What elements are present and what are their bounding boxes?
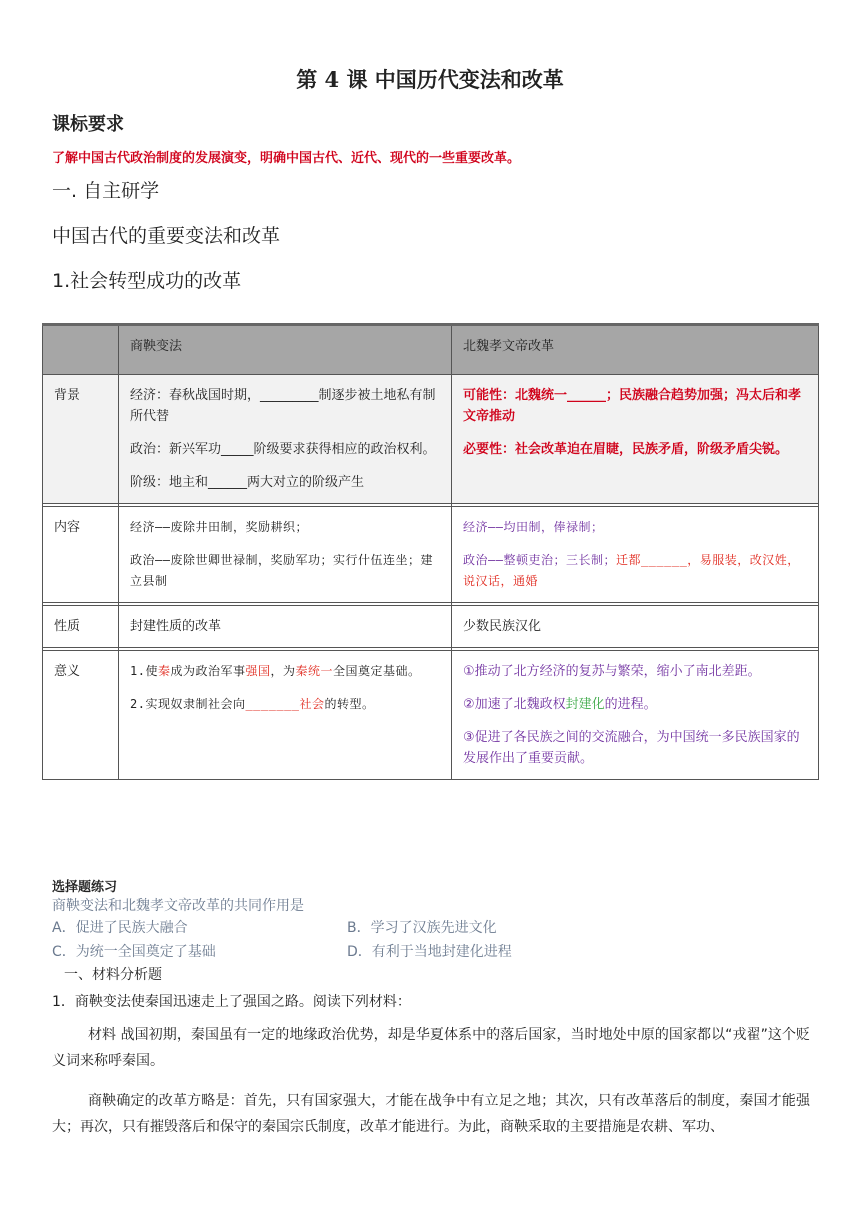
cell-text: 经济——废除井田制，奖励耕织； (130, 520, 308, 534)
text-run: 的进程。 (604, 697, 657, 712)
standard-text: 了解中国古代政治制度的发展演变，明确中国古代、近代、现代的一些重要改革。 (52, 151, 521, 166)
header-cell: 商鞅变法 (119, 325, 452, 375)
shang-background-cell (119, 375, 452, 504)
cell-text: 阶级：地主和______两大对立的阶级产生 (130, 475, 365, 490)
text-run: 秦 (157, 664, 171, 678)
row-label: 意义 (43, 651, 119, 780)
text-run: ，为 (270, 664, 296, 678)
section-heading: 1.社会转型成功的改革 (52, 270, 242, 292)
option-a[interactable]: A．促进了民族大融合 (52, 920, 188, 936)
lesson-title: 第 4 课 中国历代变法和改革 (296, 67, 564, 92)
cell-text: 政治：新兴军功_____阶级要求获得相应的政治权利。 (130, 442, 436, 457)
text-run: 社会 (299, 697, 325, 711)
cell-text (463, 694, 807, 715)
text-run: 2.实现奴隶制社会向 (130, 697, 246, 711)
shang-content-cell (119, 507, 452, 603)
wei-content-cell (452, 507, 819, 603)
text-run: _______ (245, 697, 300, 711)
cell-text (463, 550, 807, 592)
cell-text: 可能性：北魏统一______；民族融合趋势加强；冯太后和孝文帝推动 (463, 388, 802, 424)
cell-text: 政治——废除世卿世禄制，奖励军功；实行什伍连坐；建立县制 (130, 553, 433, 588)
question-1: 1．商鞅变法使秦国迅速走上了强国之路。阅读下列材料： (52, 994, 411, 1010)
option-b[interactable]: B．学习了汉族先进文化 (347, 920, 497, 936)
wei-significance-cell (452, 651, 819, 780)
standard-heading: 课标要求 (52, 114, 124, 135)
table-row (43, 606, 819, 648)
material-section-title: 一、材料分析题 (64, 967, 162, 983)
question-stem: 商鞅变法和北魏孝文帝改革的共同作用是 (52, 898, 304, 914)
option-d[interactable]: D．有利于当地封建化进程 (347, 944, 512, 960)
header-cell: 北魏孝文帝改革 (452, 325, 819, 375)
text-run: 成为政治军事 (170, 664, 246, 678)
table-row (43, 651, 819, 780)
row-label: 背景 (43, 375, 119, 504)
cell-text (130, 694, 440, 715)
cell-text: 少数民族汉化 (452, 606, 819, 648)
text-run: 封建化 (565, 697, 605, 712)
table-row (43, 375, 819, 504)
cell-text: ①推动了北方经济的复苏与繁荣，缩小了南北差距。 (463, 664, 761, 679)
text-run: 的转型。 (324, 697, 375, 711)
cell-text (463, 385, 807, 427)
cell-text: 政治——整顿吏治；三长制； (463, 553, 616, 567)
wei-background-cell (452, 375, 819, 504)
reform-comparison-table (42, 323, 819, 780)
material-paragraph: 商鞅确定的改革方略是：首先，只有国家强大，才能在战争中有立足之地；其次，只有改革落后的制度，秦国才能强大；再次，只有摧毁落后和保守的秦国宗氏制度，改革才能进行。为此，商鞅采取的主要措施是农耕、军功、 (52, 1093, 810, 1135)
text-run: 强国 (245, 664, 271, 678)
row-label: 性质 (43, 606, 119, 648)
cell-text: 迁都______，易服装，改汉姓，说汉话，通婚 (463, 553, 800, 588)
cell-text (130, 661, 440, 682)
material-paragraph: 材料 战国初期，秦国虽有一定的地缘政治优势，却是华夏体系中的落后国家，当时地处中原的国家都以“戎翟”这个贬义词来称呼秦国。 (52, 1027, 810, 1069)
row-label: 内容 (43, 507, 119, 603)
text-run: 全国奠定基础。 (333, 664, 421, 678)
cell-text: 经济：春秋战国时期，_________制逐步被土地私有制所代替 (130, 388, 436, 424)
header-cell (43, 325, 119, 375)
section-heading: 中国古代的重要变法和改革 (52, 225, 281, 247)
cell-text: ③促进了各民族之间的交流融合，为中国统一多民族国家的发展作出了重要贡献。 (463, 730, 800, 766)
table-row (43, 507, 819, 603)
text-run: 1.使 (130, 664, 158, 678)
practice-title: 选择题练习 (52, 880, 118, 895)
shang-significance-cell (119, 651, 452, 780)
text-run: ②加速了北魏政权 (463, 697, 566, 712)
table-header-row (43, 325, 819, 375)
text-run: 秦统一 (295, 664, 334, 678)
cell-text: 封建性质的改革 (119, 606, 452, 648)
cell-text: 必要性：社会改革迫在眉睫，民族矛盾，阶级矛盾尖锐。 (463, 442, 789, 457)
section-heading: 一. 自主研学 (52, 180, 160, 202)
option-c[interactable]: C．为统一全国奠定了基础 (52, 944, 216, 960)
cell-text: 经济——均田制，俸禄制； (463, 520, 604, 534)
